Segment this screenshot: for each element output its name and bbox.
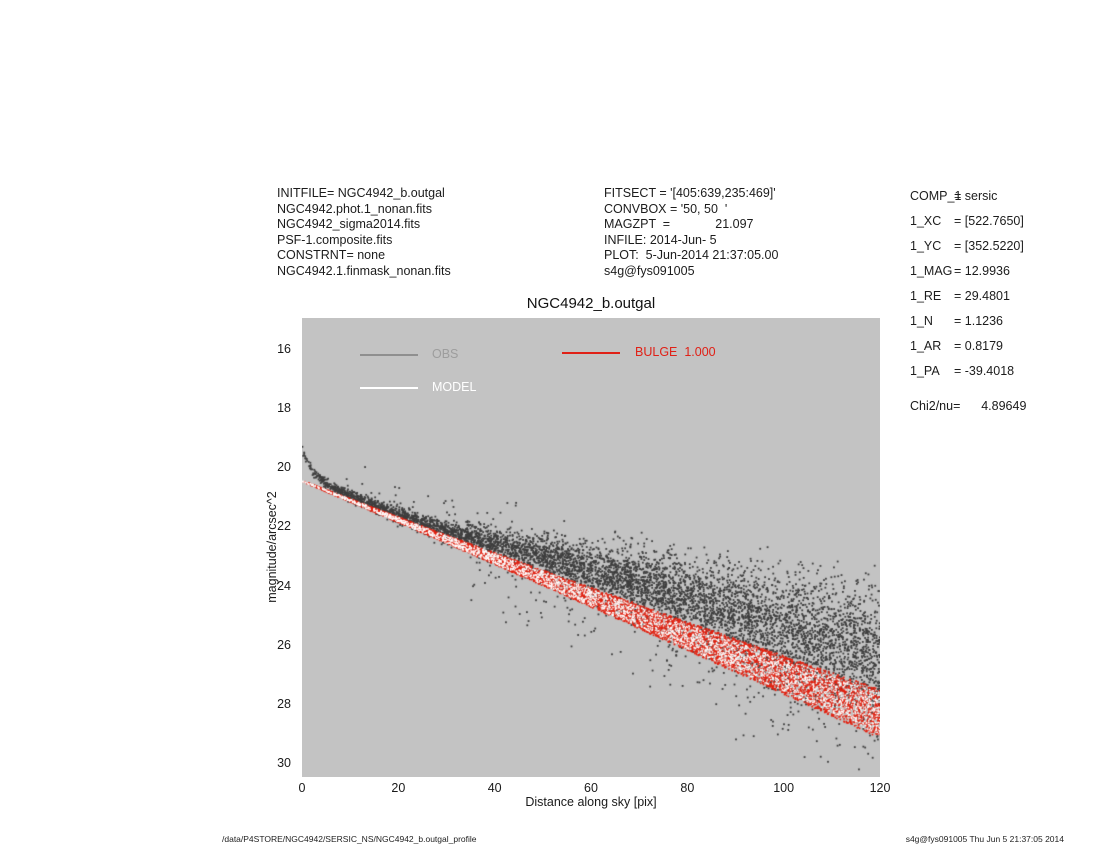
legend-bulge-label: BULGE 1.000 [635, 345, 716, 359]
legend-bulge-line [562, 352, 620, 354]
parameter-value: = [352.5220] [954, 239, 1024, 253]
fit-settings-block [604, 186, 778, 279]
parameter-name: COMP_1 [910, 189, 962, 203]
y-tick-label: 16 [277, 341, 291, 356]
x-tick-label: 120 [869, 781, 891, 795]
parameter-value: = 0.8179 [954, 339, 1004, 353]
parameter-name: 1_XC [910, 214, 942, 228]
legend-obs-label: OBS [432, 347, 459, 361]
header-line: NGC4942.1.finmask_nonan.fits [277, 263, 451, 278]
y-tick-label: 26 [277, 637, 291, 652]
x-tick-label: 100 [773, 781, 795, 795]
legend-model-line [360, 387, 418, 389]
legend-model-label: MODEL [432, 380, 477, 394]
fit-parameter-row [910, 339, 1003, 353]
x-tick-label: 0 [298, 781, 306, 795]
parameter-value: = 1.1236 [954, 314, 1004, 328]
parameter-name: 1_YC [910, 239, 942, 253]
y-tick-label: 28 [277, 697, 291, 712]
header-line: MAGZPT = 21.097 [604, 217, 754, 231]
x-axis-label: Distance along sky [pix] [525, 795, 657, 809]
y-tick-label: 18 [277, 400, 291, 415]
x-tick-label: 20 [391, 781, 406, 795]
header-line: CONSTRNT= none [277, 248, 386, 262]
galfit-profile-page: INITFILE= NGC4942_b.outgal NGC4942.phot.1_nonan.fits NGC4942_sigma2014.fits PSF-1.composite.fits CONSTRNT= none NGC4942.1.finmask_nonan.fits FITSECT = '[405:639,235:469]' CONVBOX = '50, 50 ' MAGZPT = 21.097 INFILE: 2014-Jun- 5 PLOT: 5-Jun-2014 21:37:05.00 s4g@fys091005 COMP_1= sersic 1_XC = [522.7650] 1_YC = [352.5220] 1_MAG = 12.9936 1_RE = 29.4801 1_N = 1.1236 1_AR = 0.8179 1_PA = -39.4018 Chi2/nu= 4.89649 NGC4942_b.outgal OBS MODEL BULGE 1.000 16 18 20 22 24 26 28 30 0 20 40 60 80 100 120 magnitude/arcsec^2 Distance along sky [pix] /data/P4STORE/NGC4942/SERSIC_NS/NGC4942_b.outgal_profile s4g@fys091005 Thu Jun 5 21:37:05 2014 [0, 0, 1100, 850]
parameter-value: = 12.9936 [954, 264, 1010, 278]
x-tick-label: 60 [584, 781, 598, 795]
fit-parameter-row [910, 189, 997, 203]
input-files-block [277, 186, 451, 279]
parameter-name: 1_PA [910, 364, 940, 378]
parameter-name: 1_AR [910, 339, 942, 353]
parameter-value: = -39.4018 [954, 364, 1015, 378]
fit-parameter-row [910, 239, 1024, 253]
parameter-value: = [522.7650] [954, 214, 1024, 228]
legend-obs-line [360, 354, 418, 356]
header-line: PLOT: 5-Jun-2014 21:37:05.00 [604, 248, 779, 262]
fit-parameter-row [910, 214, 1024, 228]
header-line: INITFILE= NGC4942_b.outgal [277, 186, 445, 200]
x-tick-label: 40 [487, 781, 502, 795]
header-line: CONVBOX = '50, 50 ' [604, 201, 728, 216]
chart-title: NGC4942_b.outgal [526, 295, 656, 312]
header-line: FITSECT = '[405:639,235:469]' [604, 186, 776, 200]
y-tick-label: 20 [277, 460, 291, 475]
parameter-value: = 29.4801 [954, 289, 1010, 303]
header-line: NGC4942_sigma2014.fits [277, 217, 421, 231]
fit-parameter-row [910, 314, 1003, 328]
y-tick-label: 24 [277, 578, 291, 593]
output-file-path: /data/P4STORE/NGC4942/SERSIC_NS/NGC4942_b.outgal_profile [222, 834, 477, 844]
user-timestamp: s4g@fys091005 Thu Jun 5 21:37:05 2014 [905, 834, 1064, 844]
y-tick-label: 30 [277, 756, 291, 771]
chi2-value: Chi2/nu= 4.89649 [910, 399, 1027, 413]
header-line: INFILE: 2014-Jun- 5 [604, 232, 717, 247]
y-tick-label: 22 [277, 519, 291, 534]
fit-parameter-row [910, 364, 1014, 378]
header-line: NGC4942.phot.1_nonan.fits [277, 201, 432, 216]
parameter-name: 1_RE [910, 289, 942, 303]
header-line: PSF-1.composite.fits [277, 232, 393, 247]
parameter-name: 1_MAG [910, 264, 953, 278]
fit-parameter-row [910, 289, 1010, 303]
header-line: s4g@fys091005 [604, 263, 695, 278]
parameter-name: 1_N [910, 314, 933, 328]
x-tick-label: 80 [680, 781, 695, 795]
parameter-value: = sersic [954, 189, 998, 203]
fit-parameter-row [910, 264, 1010, 278]
